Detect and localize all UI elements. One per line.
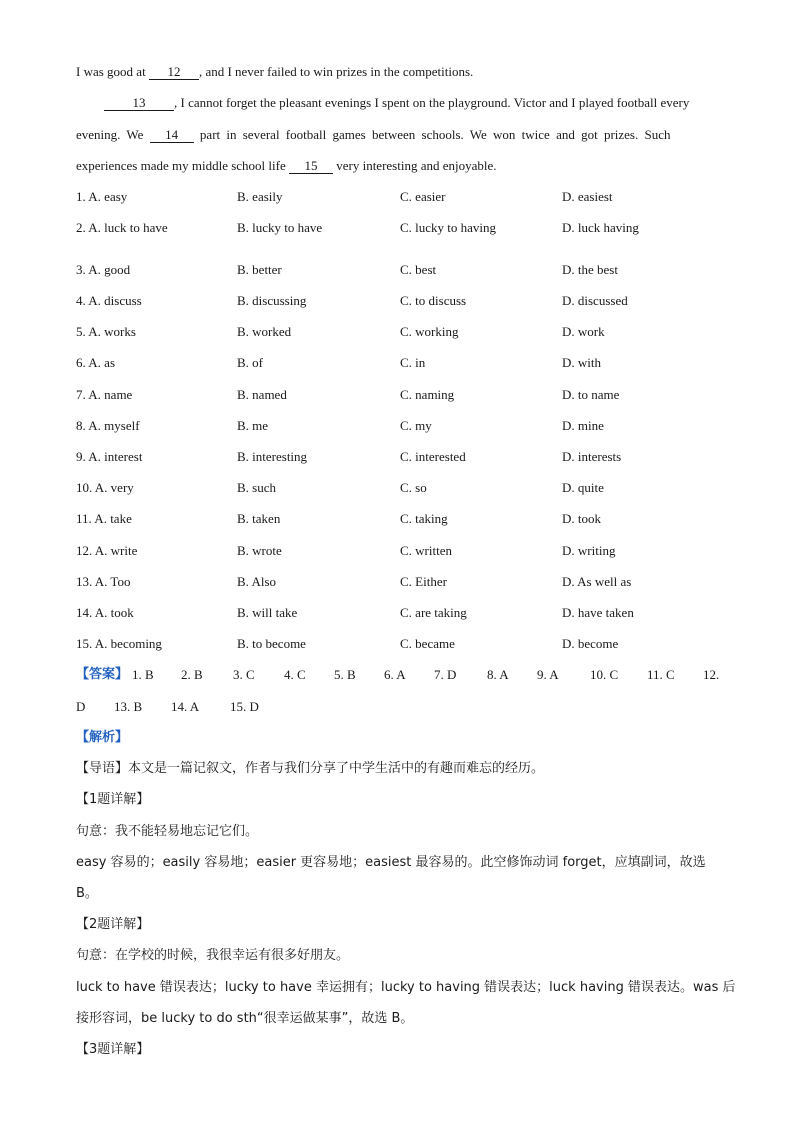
option-b: B. discussing: [237, 293, 307, 308]
passage-text: , I cannot forget the pleasant evenings I spent on the playground. Victor and I played football every: [174, 95, 690, 110]
blank-14: 14: [150, 128, 194, 143]
option-d: D. discussed: [562, 293, 628, 308]
option-d: D. the best: [562, 262, 618, 277]
option-row-5: [76, 324, 736, 342]
answer-item: 7. D: [434, 667, 457, 682]
option-row-9: [76, 449, 736, 467]
q2-detail-cont: 接形容词，be lucky to do sth“很幸运做某事”，故选 B。: [76, 1011, 414, 1026]
option-c: C. working: [400, 324, 459, 339]
option-row-2: [76, 220, 736, 238]
option-b: B. better: [237, 262, 282, 277]
option-b: B. easily: [237, 189, 283, 204]
option-a: 12. A. write: [76, 543, 138, 558]
option-b: B. worked: [237, 324, 292, 339]
option-c: C. so: [400, 480, 427, 495]
option-c: C. are taking: [400, 605, 467, 620]
answer-item: 13. B: [114, 699, 143, 714]
option-c: C. easier: [400, 189, 446, 204]
option-row-4: [76, 293, 736, 311]
option-a: 6. A. as: [76, 355, 115, 370]
option-row-1: [76, 189, 736, 207]
option-a: 3. A. good: [76, 262, 131, 277]
answer-row-1: [76, 667, 736, 685]
answer-item: 9. A: [537, 667, 559, 682]
option-b: B. will take: [237, 605, 298, 620]
option-d: D. with: [562, 355, 601, 370]
passage-line-3: [76, 127, 671, 143]
option-d: D. luck having: [562, 220, 639, 235]
option-row-10: [76, 480, 736, 498]
q1-detail-cont: B。: [76, 886, 98, 901]
option-c: C. written: [400, 543, 452, 558]
answer-item: 5. B: [334, 667, 356, 682]
option-row-8: [76, 418, 736, 436]
option-d: D. interests: [562, 449, 622, 464]
option-a: 13. A. Too: [76, 574, 131, 589]
passage-line-1: [76, 64, 473, 80]
answer-row-2: [76, 699, 376, 717]
option-d: D. As well as: [562, 574, 632, 589]
option-b: B. named: [237, 387, 287, 402]
option-row-14: [76, 605, 736, 623]
option-a: 5. A. works: [76, 324, 136, 339]
answer-item: 2. B: [181, 667, 203, 682]
option-row-6: [76, 355, 736, 373]
option-d: D. have taken: [562, 605, 634, 620]
answer-item: 10. C: [590, 667, 619, 682]
answer-item: 11. C: [647, 667, 675, 682]
option-c: C. best: [400, 262, 437, 277]
q1-meaning: 句意：我不能轻易地忘记它们。: [76, 824, 259, 839]
passage-text: very interesting and enjoyable.: [332, 158, 497, 173]
option-d: D. become: [562, 636, 619, 651]
option-c: C. naming: [400, 387, 455, 402]
option-a: 15. A. becoming: [76, 636, 162, 651]
blank-13: 13: [104, 96, 174, 111]
option-c: C. taking: [400, 511, 448, 526]
option-d: D. mine: [562, 418, 604, 433]
option-row-7: [76, 387, 736, 405]
passage-text: evening. We: [76, 127, 150, 142]
option-b: B. of: [237, 355, 263, 370]
option-a: 11. A. take: [76, 511, 132, 526]
option-a: 7. A. name: [76, 387, 133, 402]
option-row-12: [76, 543, 736, 561]
passage-text: part in several football games between schools. We won twice and got prizes. Such: [193, 127, 671, 142]
passage-text: experiences made my middle school life: [76, 158, 289, 173]
analysis-intro: 【导语】本文是一篇记叙文，作者与我们分享了中学生活中的有趣而难忘的经历。: [76, 761, 545, 776]
option-d: D. to name: [562, 387, 620, 402]
option-d: D. writing: [562, 543, 616, 558]
q1-title: 【1题详解】: [76, 792, 150, 807]
option-b: B. interesting: [237, 449, 308, 464]
option-row-3: [76, 262, 736, 280]
answer-item: 4. C: [284, 667, 306, 682]
option-b: B. Also: [237, 574, 277, 589]
option-c: C. lucky to having: [400, 220, 497, 235]
option-b: B. such: [237, 480, 276, 495]
option-c: C. in: [400, 355, 426, 370]
option-row-13: [76, 574, 736, 592]
analysis-tag: 【解析】: [76, 730, 129, 745]
q3-title: 【3题详解】: [76, 1042, 150, 1057]
option-b: B. lucky to have: [237, 220, 323, 235]
option-b: B. to become: [237, 636, 306, 651]
answer-item: 15. D: [230, 699, 259, 714]
passage-line-2: [104, 95, 689, 111]
q2-meaning: 句意：在学校的时候，我很幸运有很多好朋友。: [76, 948, 350, 963]
option-a: 1. A. easy: [76, 189, 128, 204]
option-a: 4. A. discuss: [76, 293, 142, 308]
option-a: 10. A. very: [76, 480, 134, 495]
answer-item: 1. B: [132, 667, 154, 682]
option-a: 14. A. took: [76, 605, 134, 620]
answer-item: 6. A: [384, 667, 406, 682]
option-b: B. taken: [237, 511, 281, 526]
answer-item: D: [76, 699, 86, 714]
option-d: D. easiest: [562, 189, 613, 204]
option-c: C. to discuss: [400, 293, 467, 308]
q1-detail: easy 容易的；easily 容易地；easier 更容易地；easiest 最容易的。此空修饰动词 forget，应填副词，故选: [76, 855, 706, 870]
option-row-15: [76, 636, 736, 654]
q2-detail: luck to have 错误表达；lucky to have 幸运拥有；lucky to having 错误表达；luck having 错误表达。was 后: [76, 980, 736, 995]
option-a: 8. A. myself: [76, 418, 140, 433]
option-d: D. quite: [562, 480, 604, 495]
option-b: B. wrote: [237, 543, 282, 558]
q2-title: 【2题详解】: [76, 917, 150, 932]
answer-item: 3. C: [233, 667, 255, 682]
option-c: C. interested: [400, 449, 466, 464]
passage-text: I was good at: [76, 64, 149, 79]
answer-item: 8. A: [487, 667, 509, 682]
option-c: C. Either: [400, 574, 447, 589]
option-c: C. my: [400, 418, 432, 433]
passage-text: , and I never failed to win prizes in the competitions.: [198, 64, 474, 79]
answer-item: 12.: [703, 667, 720, 682]
blank-12: 12: [149, 65, 199, 80]
option-a: 9. A. interest: [76, 449, 143, 464]
answer-tag: 【答案】: [76, 667, 129, 682]
answer-item: 14. A: [171, 699, 200, 714]
passage-line-4: [76, 158, 497, 174]
option-d: D. work: [562, 324, 605, 339]
blank-15: 15: [289, 159, 333, 174]
option-row-11: [76, 511, 736, 529]
option-d: D. took: [562, 511, 601, 526]
option-b: B. me: [237, 418, 269, 433]
option-c: C. became: [400, 636, 455, 651]
option-a: 2. A. luck to have: [76, 220, 168, 235]
